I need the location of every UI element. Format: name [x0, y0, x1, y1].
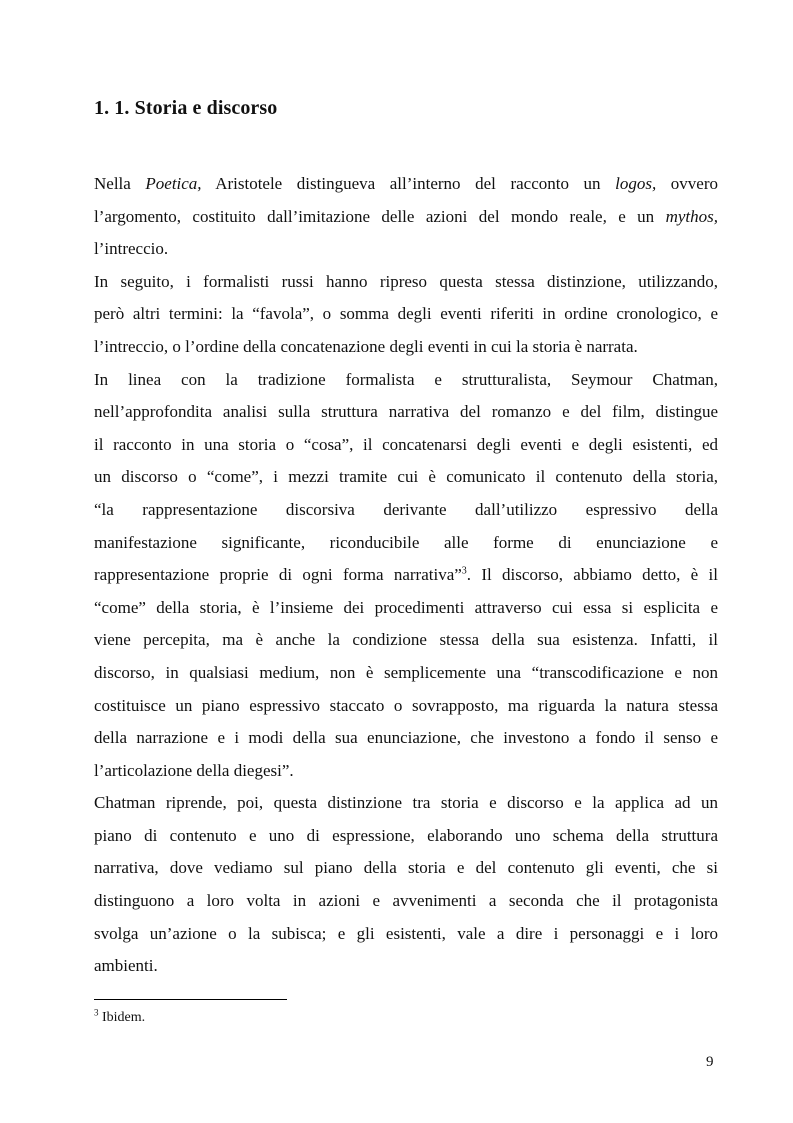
- paragraph-4-line-4: distinguono a loro volta in azioni e avvenimenti a seconda che il protagonista: [94, 891, 718, 911]
- paragraph-4-line-6: ambienti.: [94, 956, 158, 976]
- paragraph-2-line-3: l’intreccio, o l’ordine della concatenazione degli eventi in cui la storia è narrata.: [94, 336, 638, 356]
- paragraph-3-line-2: nell’approfondita analisi sulla struttura narrativa del romanzo e del film, distingue: [94, 402, 718, 422]
- paragraph-4-line-3: narrativa, dove vediamo sul piano della storia e del contenuto gli eventi, che si: [94, 858, 718, 878]
- text-run: . Il discorso, abbiamo detto, è il: [466, 565, 718, 585]
- paragraph-3-line-13: l’articolazione della diegesi”.: [94, 760, 294, 780]
- footnote-divider: [94, 999, 287, 1000]
- page-number: 9: [706, 1054, 714, 1070]
- paragraph-3-line-9: viene percepita, ma è anche la condizione stessa della sua esistenza. Infatti, il: [94, 630, 718, 650]
- text-run: ,: [602, 206, 607, 226]
- paragraph-1-line-2: [94, 201, 718, 234]
- paragraph-3-line-3: il racconto in una storia o “cosa”, il concatenarsi degli eventi e degli esistenti, ed: [94, 434, 718, 454]
- italic-term-mythos: mythos,: [665, 206, 719, 226]
- paragraph-2-line-2: però altri termini: la “favola”, o somma degli eventi riferiti in ordine cronologico, e: [94, 304, 718, 324]
- section-heading: 1. 1. Storia e discorso: [94, 97, 278, 119]
- paragraph-3-line-12: della narrazione e i modi della sua enunciazione, che investono a fondo il senso e: [94, 728, 718, 748]
- paragraph-3-line-11: costituisce un piano espressivo staccato o sovrapposto, ma riguarda la natura stessa: [94, 695, 718, 715]
- footnote: [94, 1009, 145, 1027]
- paragraph-2-line-1: In seguito, i formalisti russi hanno ripreso questa stessa distinzione, utilizzando,: [94, 271, 718, 291]
- paragraph-3-line-8: “come” della storia, è l’insieme dei procedimenti attraverso cui essa si esplicita e: [94, 597, 718, 617]
- text-run: rappresentazione proprie di ogni forma narrativa”: [94, 565, 462, 585]
- paragraph-3-line-1: In linea con la tradizione formalista e strutturalista, Seymour Chatman,: [94, 369, 718, 389]
- paragraph-4-line-1: Chatman riprende, poi, questa distinzione tra storia e discorso e la applica ad un: [94, 793, 718, 813]
- paragraph-3-line-5: “la rappresentazione discorsiva derivante dall’utilizzo espressivo della: [94, 499, 718, 519]
- paragraph-4-line-5: svolga un’azione o la subisca; e gli esistenti, vale a dire i personaggi e i loro: [94, 923, 718, 943]
- text-run: ovvero: [656, 174, 718, 193]
- text-run: e un: [606, 206, 666, 226]
- text-run: Aristotele distingueva all’interno del racconto un: [201, 174, 616, 193]
- paragraph-1-line-3: l’intreccio.: [94, 239, 169, 259]
- paragraph-4-line-2: piano di contenuto e uno di espressione, elaborando uno schema della struttura: [94, 825, 718, 845]
- text-run: Nella: [94, 174, 146, 193]
- paragraph-3-line-4: un discorso o “come”, i mezzi tramite cui è comunicato il contenuto della storia,: [94, 467, 718, 487]
- italic-term-poetica: Poetica,: [145, 174, 202, 193]
- footnote-reference[interactable]: 3: [461, 565, 467, 577]
- footnote-text: Ibidem.: [98, 1010, 146, 1025]
- body-text: [94, 168, 718, 983]
- footnote-number: 3: [94, 1007, 99, 1018]
- text-run: l’argomento, costituito dall’imitazione delle azioni del mondo reale: [94, 206, 603, 226]
- paragraph-3-line-7: [94, 559, 718, 592]
- paragraph-3-line-10: discorso, in qualsiasi medium, non è semplicemente una “transcodificazione e non: [94, 662, 718, 682]
- paragraph-1-line-1: [94, 168, 718, 201]
- italic-term-logos: logos,: [615, 174, 657, 193]
- paragraph-3-line-6: manifestazione significante, riconducibile alle forme di enunciazione e: [94, 532, 718, 552]
